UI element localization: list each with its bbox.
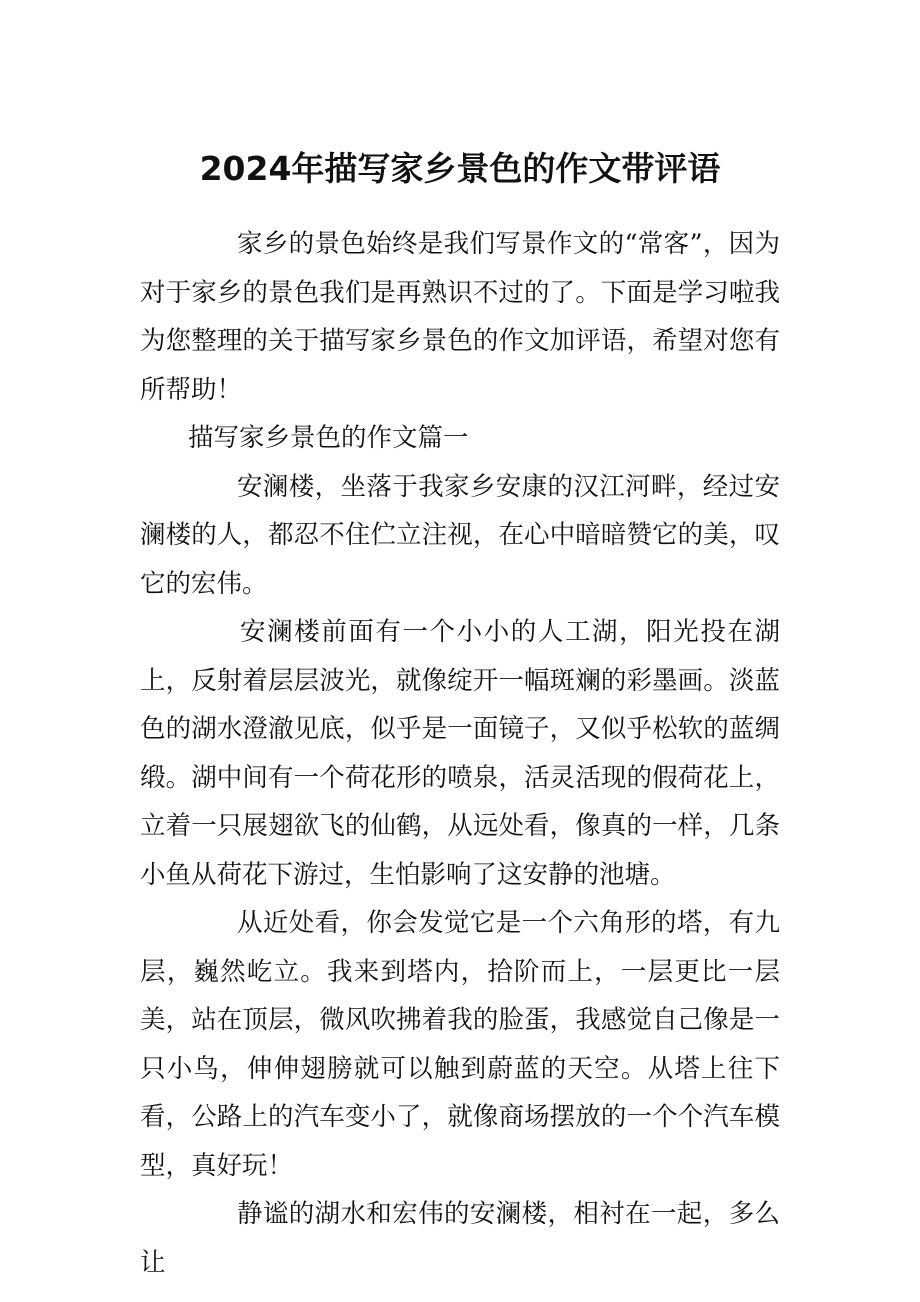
- body-paragraph: 安澜楼，坐落于我家乡安康的汉江河畔，经过安澜楼的人，都忍不住伫立注视，在心中暗暗赞它的美，叹它的宏伟。: [140, 471, 780, 599]
- section-heading: 描写家乡景色的作文篇一: [188, 423, 469, 453]
- body-paragraph: 静谧的湖水和宏伟的安澜楼，相衬在一起，多么让: [140, 1199, 780, 1278]
- document-body: [140, 220, 780, 1287]
- document-title: 2024年描写家乡景色的作文带评语: [199, 149, 721, 188]
- body-paragraph: 从近处看，你会发觉它是一个六角形的塔，有九层，巍然屹立。我来到塔内，拾阶而上，一层更比一层美，站在顶层，微风吹拂着我的脸蛋，我感觉自己像是一只小鸟，伸伸翅膀就可以触到蔚蓝的天空。从塔上往下看，公路上的汽车变小了，就像商场摆放的一个个汽车模型，真好玩！: [140, 908, 780, 1181]
- intro-paragraph: 家乡的景色始终是我们写景作文的“常客”，因为对于家乡的景色我们是再熟识不过的了。下面是学习啦我为您整理的关于描写家乡景色的作文加评语，希望对您有所帮助！: [140, 229, 780, 405]
- body-paragraph: 安澜楼前面有一个小小的人工湖，阳光投在湖上，反射着层层波光，就像绽开一幅斑斓的彩墨画。淡蓝色的湖水澄澈见底，似乎是一面镜子，又似乎松软的蓝绸缎。湖中间有一个荷花形的喷泉，活灵活现的假荷花上，立着一只展翅欲飞的仙鹤，从远处看，像真的一样，几条小鱼从荷花下游过，生怕影响了这安静的池塘。: [140, 617, 780, 890]
